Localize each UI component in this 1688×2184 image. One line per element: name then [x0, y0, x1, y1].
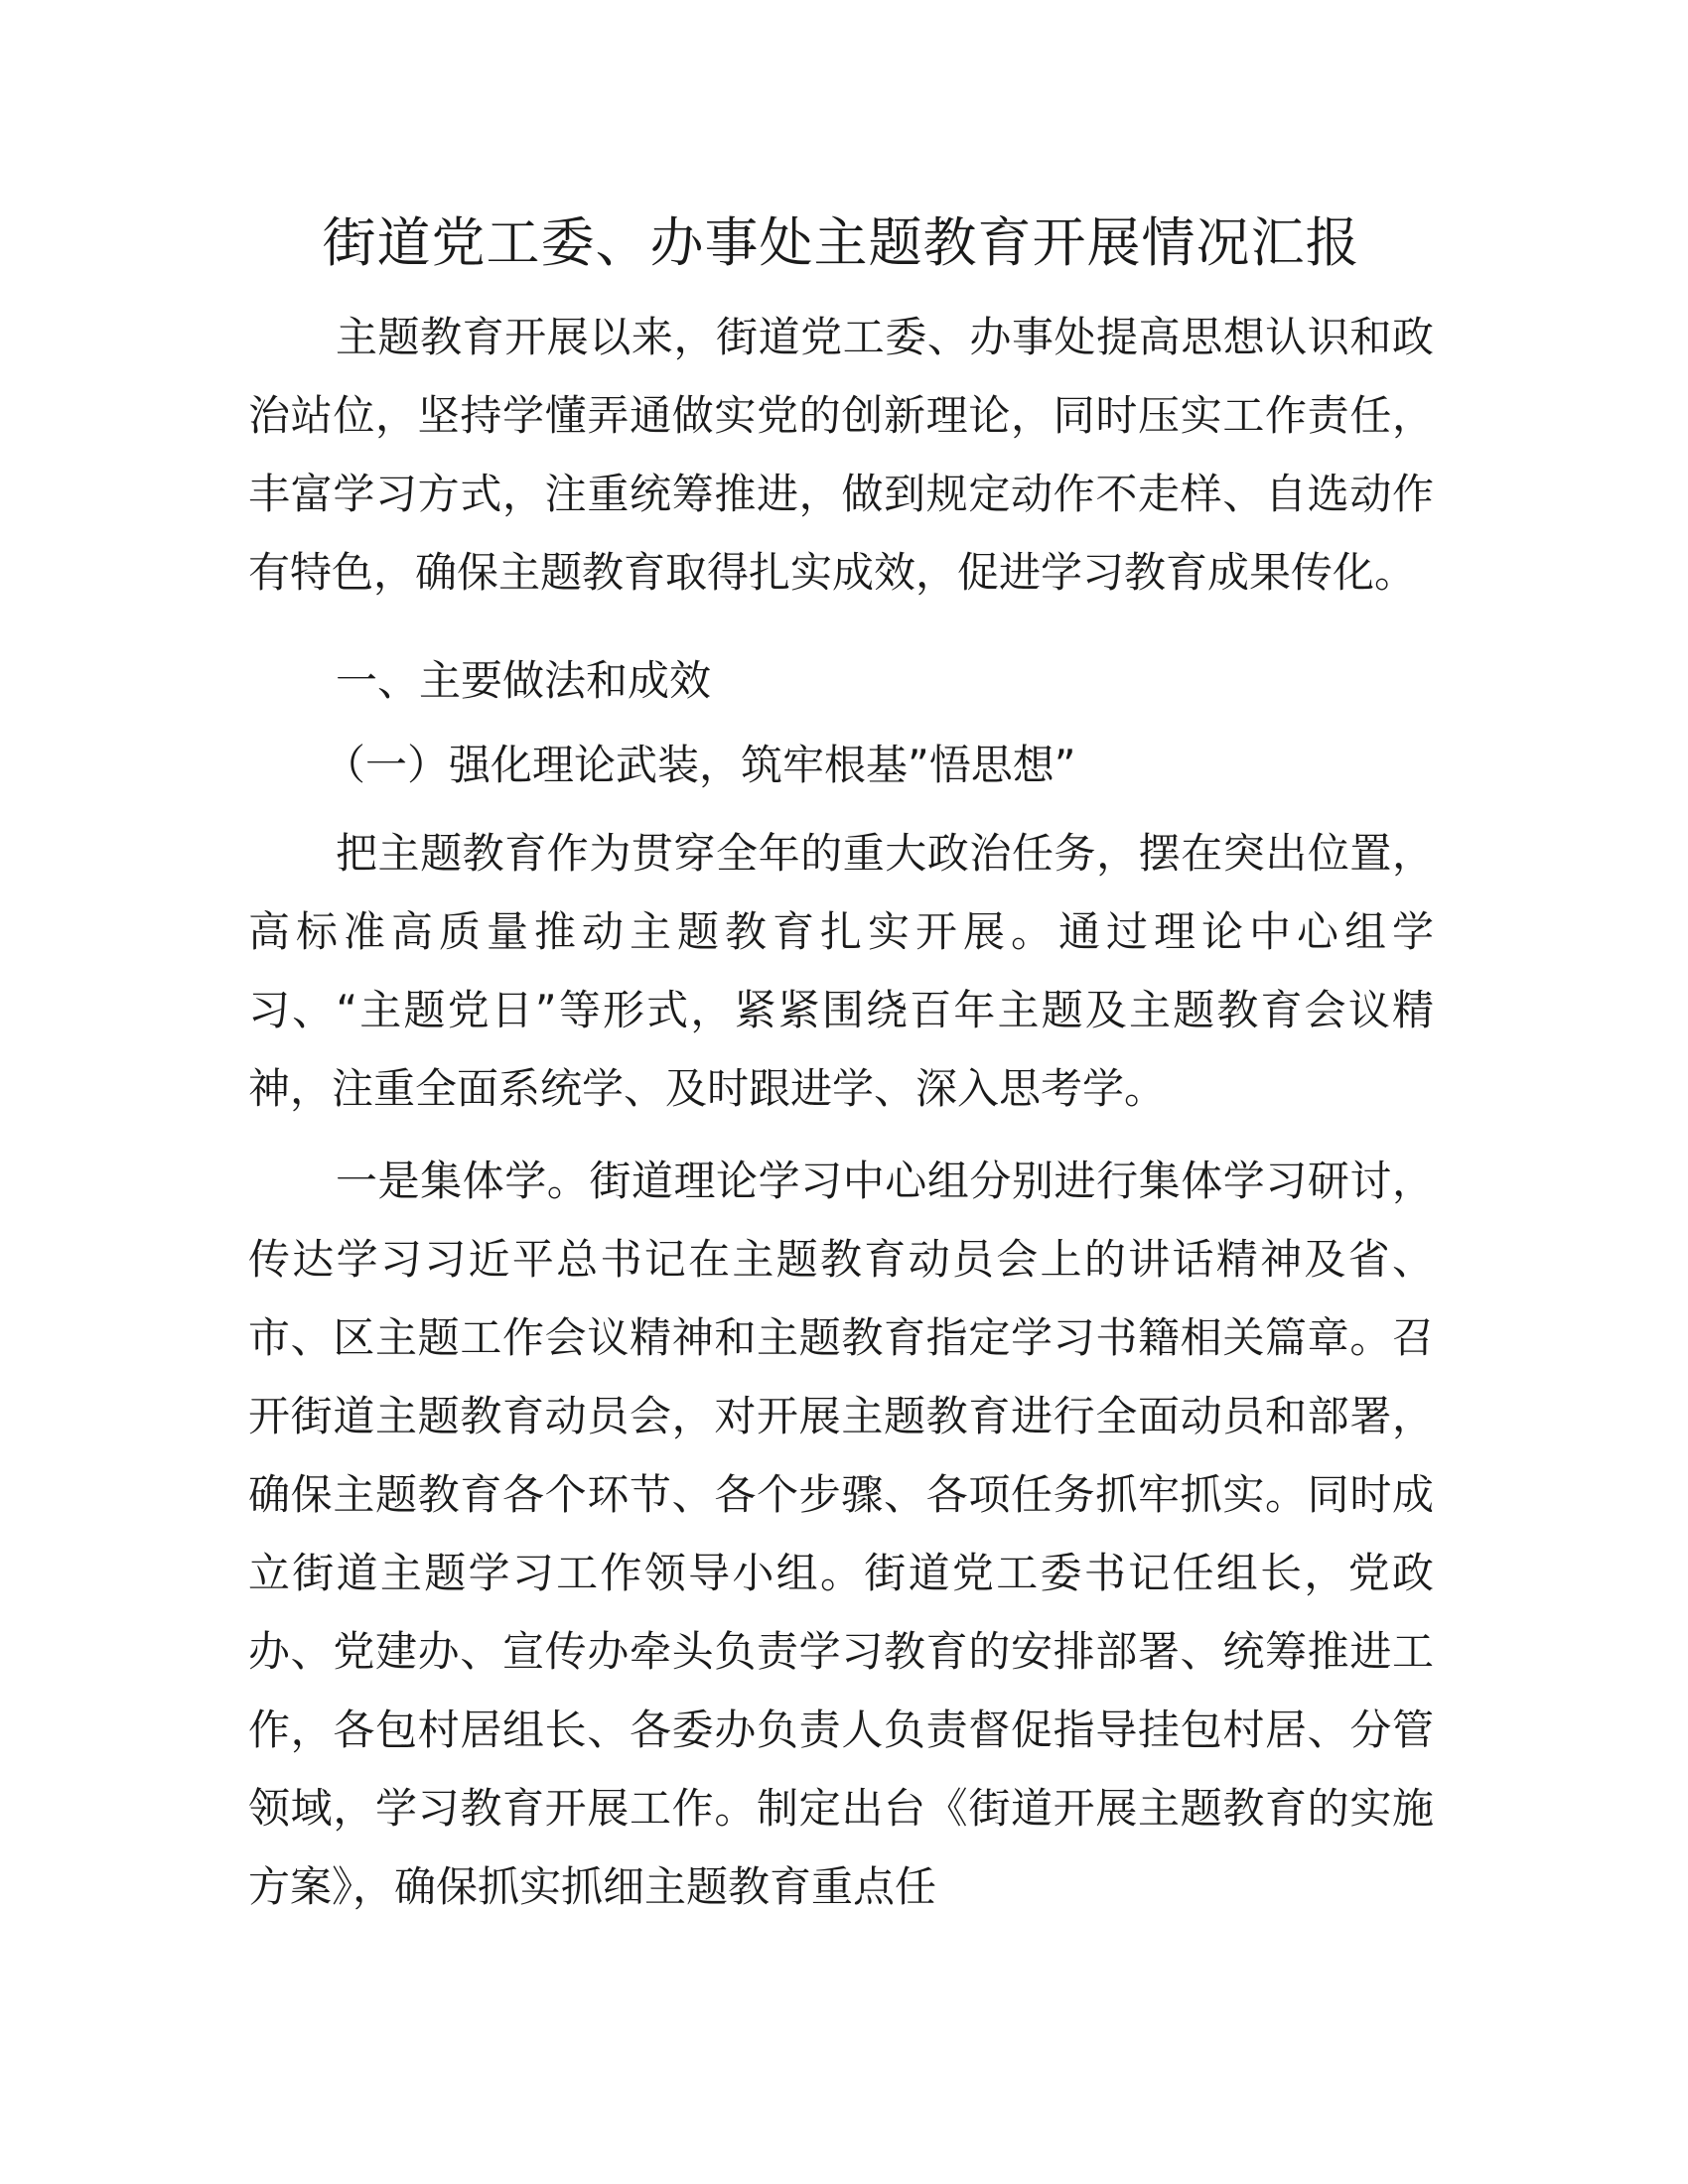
spacer [248, 612, 1434, 625]
subsection-heading: （一）强化理论武装，筑牢根基”悟思想” [324, 741, 1076, 789]
document-title: 街道党工委、办事处主题教育开展情况汇报 [322, 211, 1360, 274]
intro-paragraph: 主题教育开展以来，街道党工委、办事处提高思想认识和政治站位，坚持学懂弄通做实党的创新理论，同时压实工作责任，丰富学习方式，注重统筹推进，做到规定动作不走样、自选动作有特色，确保主题教育取得扎实成效，促进学习教育成果传化。 [248, 313, 1434, 597]
document-body [248, 189, 1434, 1926]
body-paragraph: 一是集体学。街道理论学习中心组分别进行集体学习研讨，传达学习习近平总书记在主题教育动员会上的讲话精神及省、市、区主题工作会议精神和主题教育指定学习书籍相关篇章。召开街道主题教育动员会，对开展主题教育进行全面动员和部署，确保主题教育各个环节、各个步骤、各项任务抓牢抓实。同时成立街道主题学习工作领导小组。街道党工委书记任组长，党政办、党建办、宣传办牵头负责学习教育的安排部署、统筹推进工作，各包村居组长、各委办负责人负责督促指导挂包村居、分管领域，学习教育开展工作。制定出台《街道开展主题教育的实施方案》，确保抓实抓细主题教育重点任 [248, 1157, 1434, 1911]
section-heading: 一、主要做法和成效 [336, 656, 712, 705]
body-paragraph: 把主题教育作为贯穿全年的重大政治任务，摆在突出位置，高标准高质量推动主题教育扎实开展。通过理论中心组学习、“主题党日”等形式，紧紧围绕百年主题及主题教育会议精神，注重全面系统学、及时跟进学、深入思考学。 [248, 829, 1434, 1113]
spacer [248, 1128, 1434, 1142]
